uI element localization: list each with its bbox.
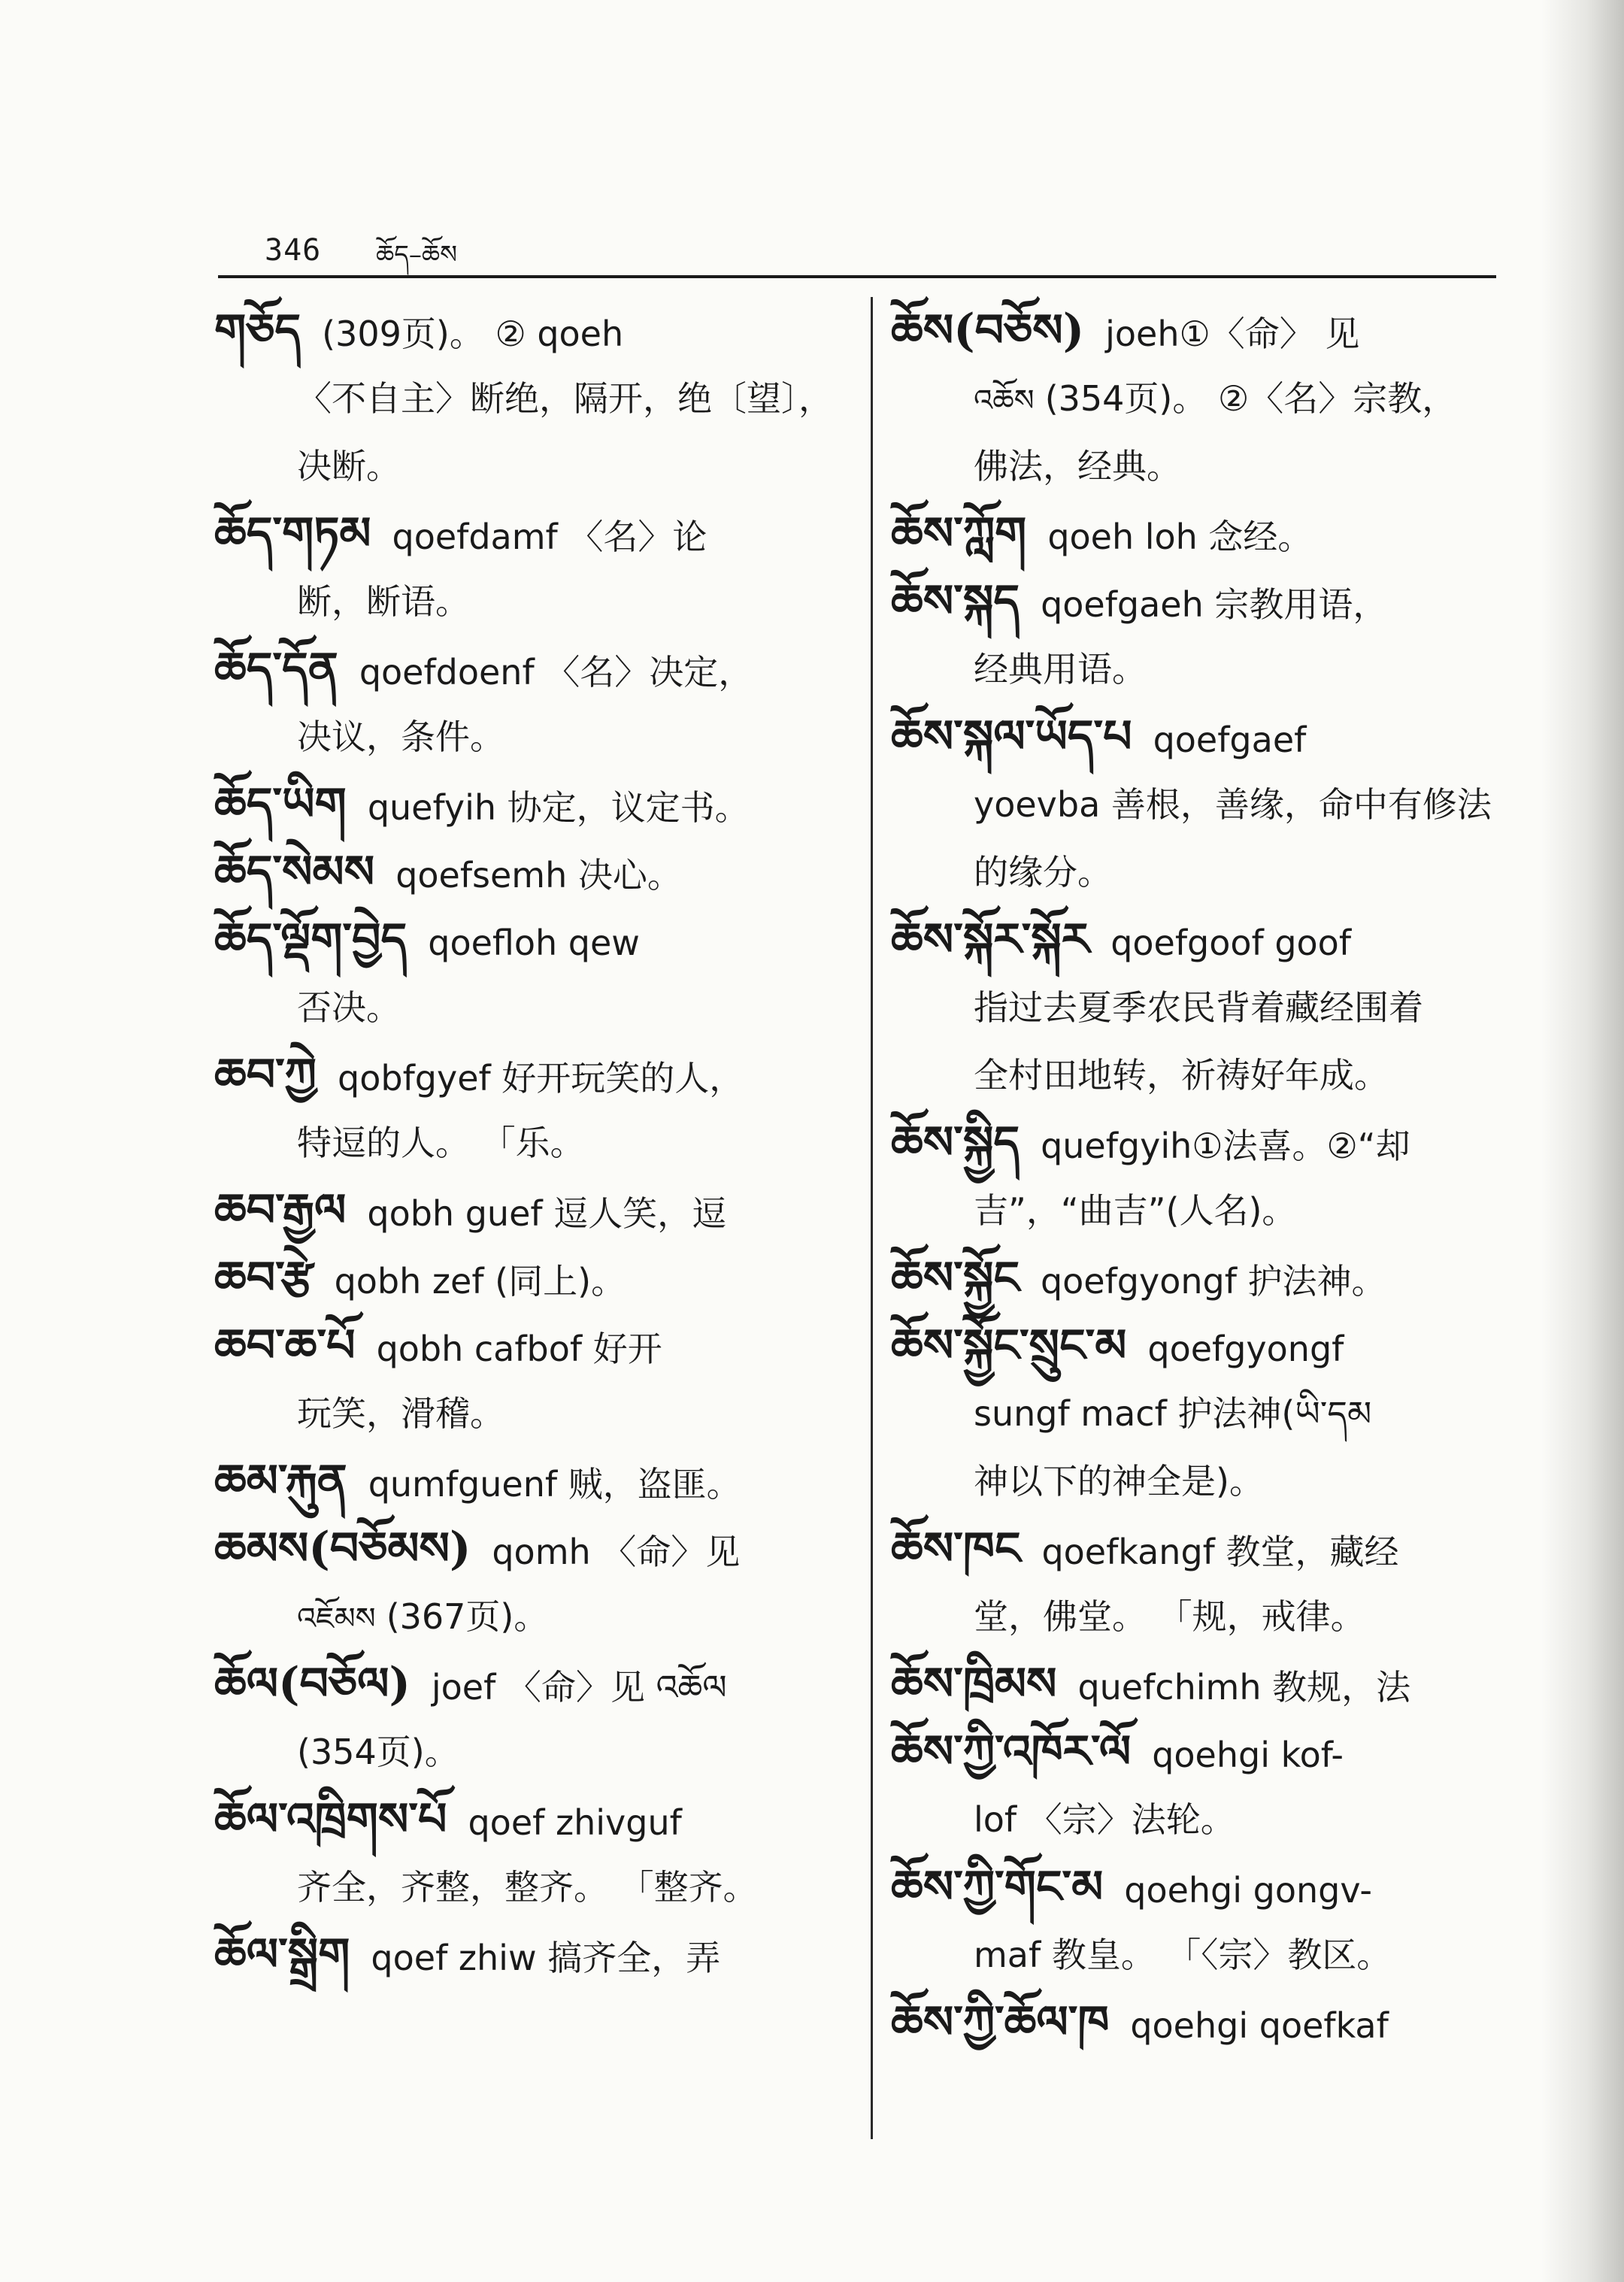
entry-line [214,1109,853,1177]
tibetan-headword: ཆོད་དོན [214,643,338,696]
entry-line [214,906,853,974]
dictionary-entry [214,1312,853,1447]
tibetan-headword: ཆོས་སྐྱིད [891,1117,1020,1169]
entry-text: qoeh loh 念经。 [1047,517,1313,557]
entry-line [214,1447,853,1515]
entry-text: qoefloh qew [428,923,640,963]
tibetan-headword: ཆོས་ཀློག [891,508,1027,560]
entry-line [891,1380,1515,1447]
entry-text: joeh①〈命〉 见 [1105,314,1360,354]
tibetan-headword: ཆོས་ཀྱི་ཆོལ་ཁ [891,1996,1110,2049]
entry-text: 神以下的神全是)。 [974,1461,1264,1502]
tibetan-headword: ཆོད་སེམས [214,846,375,899]
dictionary-entry [891,1109,1515,1244]
entry-line [891,1786,1515,1853]
entry-text: qobfgyef 好开玩笑的人， [338,1058,744,1099]
entry-text: 玩笑，滑稽。 [297,1393,504,1434]
entry-text: 佛法，经典。 [974,446,1181,486]
tibetan-headword: ཆོས་ཁྲིམས [891,1658,1057,1711]
entry-line [214,1718,853,1786]
entry-text: 特逗的人。 「乐。 [297,1123,585,1163]
entry-line [891,1447,1515,1515]
entry-text: qoefsemh 决心。 [395,855,682,896]
entry-text: qoefgyongf 护法神。 [1040,1261,1386,1302]
tibetan-headword: ཆམས(བཅོམས) [214,1523,471,1575]
dictionary-entry [214,1244,853,1312]
dictionary-entry [891,568,1515,703]
entry-line [214,974,853,1041]
tibetan-headword: ཆོས་ཁང [891,1523,1021,1575]
entry-line [891,838,1515,906]
dictionary-entry [214,771,853,838]
entry-line [214,500,853,568]
entry-line [891,1718,1515,1786]
tibetan-headword: ཆོས་སྐད [891,575,1020,628]
page-edge-shadow [1541,0,1624,2282]
entry-text: qoehgi gongv- [1124,1870,1372,1911]
entry-text: 决议，条件。 [297,717,504,757]
entry-text: 的缘分。 [974,852,1112,892]
entry-line [214,1853,853,1921]
dictionary-entry [891,1853,1515,1989]
entry-line [891,500,1515,568]
entry-text: 〈不自主〉断绝，隔开，绝〔望〕， [297,378,833,419]
tibetan-headword: ཆོས་སྐལ་ཡོད་པ [891,711,1132,763]
entry-line [214,1650,853,1718]
entry-line [891,1515,1515,1583]
dictionary-entry [891,1989,1515,2056]
entry-text: qobh guef 逗人笑，逗 [367,1193,727,1234]
entry-text: (354页)。 ②〈名〉宗教， [1044,378,1457,419]
dictionary-entry [891,703,1515,906]
entry-line [891,906,1515,974]
dictionary-entry [214,1515,853,1650]
entry-text: qoefgaef [1153,720,1307,760]
entry-line [891,1177,1515,1244]
dictionary-entry [214,297,853,500]
entry-line [214,1041,853,1109]
entry-text: qoef zhiw 搞齐全，弄 [371,1938,721,1978]
entry-line [214,365,853,432]
left-column [214,297,853,1989]
dictionary-entry [214,1177,853,1244]
entry-text: qoefkangf 教堂，藏经 [1041,1532,1399,1572]
entry-line [214,1312,853,1380]
dictionary-entry [891,1244,1515,1312]
entry-text: qobh zef (同上)。 [334,1261,626,1302]
dictionary-entry [891,1650,1515,1718]
entry-line [891,1583,1515,1650]
dictionary-entry [214,906,853,1041]
entry-text: 断，断语。 [297,581,470,622]
dictionary-entry [214,500,853,635]
entry-line [891,635,1515,703]
entry-text: 决断。 [297,446,401,486]
entry-line [214,1380,853,1447]
dictionary-entry [214,1921,853,1989]
dictionary-entry [891,500,1515,568]
entry-line [214,635,853,703]
entry-text: (367页)。 [386,1596,549,1637]
entry-line [891,1853,1515,1921]
entry-text: qomh 〈命〉见 [492,1532,741,1572]
entry-line [214,432,853,500]
dictionary-entry [891,1312,1515,1515]
entry-line [214,1177,853,1244]
entry-text: qoefgyongf [1147,1329,1344,1369]
entry-line [891,297,1515,365]
tibetan-headword: ཆོས་ཀྱི་གོང་མ [891,1861,1104,1914]
dictionary-entry [891,1515,1515,1650]
dictionary-entry [214,1650,853,1786]
entry-line [214,1921,853,1989]
tibetan-headword: གཅོད [214,305,301,357]
entry-text: maf 教皇。 「〈宗〉教区。 [974,1935,1392,1975]
entry-line [214,1583,853,1650]
tibetan-headword: ཆབ་རྒྱལ [214,1184,347,1237]
dictionary-entry [214,1786,853,1921]
tibetan-headword: ཆབ་ཀྱེ [214,1049,317,1102]
entry-line [891,568,1515,635]
tibetan-headword: ཆོལ་འཁྲིགས་པོ [214,1793,447,1846]
entry-line [214,1515,853,1583]
entry-text: joef 〈命〉见 འཆོལ [431,1667,727,1708]
entry-line [214,297,853,365]
dictionary-entry [891,906,1515,1109]
right-column [891,297,1515,2056]
entry-line [891,974,1515,1041]
entry-text: qumfguenf 贼，盗匪。 [368,1464,741,1505]
tibetan-headword: ཆོས་ཀྱི་འཁོར་ལོ [891,1726,1132,1778]
dictionary-entry [214,635,853,771]
tibetan-headword: ཆོལ(བཅོལ) [214,1658,411,1711]
entry-line [891,432,1515,500]
entry-text: lof 〈宗〉法轮。 [974,1799,1235,1840]
entry-text: 经典用语。 [974,649,1147,689]
entry-text: yoevba 善根，善缘，命中有修法 [974,784,1492,825]
tibetan-crossref: འཇོམས [297,1602,376,1636]
page-number: 346 [265,233,322,268]
entry-line [214,703,853,771]
entry-text: qoef zhivguf [468,1802,682,1843]
tibetan-headword: ཆོད་གཏམ [214,508,371,560]
entry-text: 否决。 [297,987,401,1028]
entry-text: qoehgi kof- [1152,1735,1344,1775]
dictionary-entry [891,297,1515,500]
entry-line [891,1989,1515,2056]
entry-line [891,771,1515,838]
column-divider [871,297,873,2139]
entry-text: qoefdoenf 〈名〉决定， [359,652,753,692]
entry-line [891,1650,1515,1718]
entry-line [214,838,853,906]
entry-text: qobh cafbof 好开 [376,1329,662,1369]
entry-line [891,1312,1515,1380]
entry-line [214,1244,853,1312]
entry-line [891,1921,1515,1989]
tibetan-headword: ཆོལ་སྒྲིག [214,1929,350,1981]
tibetan-crossref: འཆོས [974,383,1035,418]
entry-line [214,1786,853,1853]
tibetan-headword: ཆོད་ལྡོག་བྱེད [214,914,408,966]
entry-line [891,1109,1515,1177]
tibetan-headword: ཆོས(བཅོས) [891,305,1085,357]
entry-text: qoefgoof goof [1110,923,1352,963]
dictionary-entry [891,1718,1515,1853]
tibetan-headword: ཆབ་རྩེ [214,1252,314,1305]
entry-text: quefyih 协定，议定书。 [367,787,750,828]
entry-text: quefgyih①法喜。②“却 [1041,1126,1410,1166]
entry-line [891,365,1515,432]
tibetan-headword: ཆོས་སྐྱོང [891,1252,1020,1305]
entry-text: qoehgi qoefkaf [1130,2005,1389,2046]
entry-line [891,1041,1515,1109]
tibetan-headword: ཆོས་སྐོར་སྐོར [891,914,1090,966]
entry-text: 吉”，“曲吉”(人名)。 [974,1190,1297,1231]
entry-text: (354页)。 [297,1732,459,1772]
entry-line [214,568,853,635]
entry-text: (309页)。 ② qoeh [322,314,624,354]
entry-line [214,771,853,838]
entry-text: 全村田地转，祈祷好年成。 [974,1055,1389,1096]
entry-line [891,1244,1515,1312]
dictionary-entry [214,1447,853,1515]
header-rule [218,275,1496,278]
tibetan-headword: ཆོད་ཡིག [214,778,347,831]
entry-text: qoefgaeh 宗教用语， [1041,584,1388,625]
entry-text: 齐全，齐整，整齐。 「整齐。 [297,1867,758,1908]
tibetan-headword: ཆམ་རྐུན [214,1455,347,1508]
entry-text: 指过去夏季农民背着藏经围着 [974,987,1423,1028]
entry-text: qoefdamf 〈名〉论 [392,517,707,557]
entry-text: quefchimh 教规，法 [1077,1667,1411,1708]
tibetan-headword: ཆབ་ཆ་པོ [214,1320,356,1372]
running-head: ཆོད–ཆོས [376,240,458,270]
dictionary-entry [214,1041,853,1177]
dictionary-entry [214,838,853,906]
tibetan-headword: ཆོས་སྐྱོང་སྲུང་མ [891,1320,1127,1372]
entry-line [891,703,1515,771]
entry-text: sungf macf 护法神(ཡི་དམ [974,1393,1372,1434]
entry-text: 堂，佛堂。 「规，戒律。 [974,1596,1365,1637]
